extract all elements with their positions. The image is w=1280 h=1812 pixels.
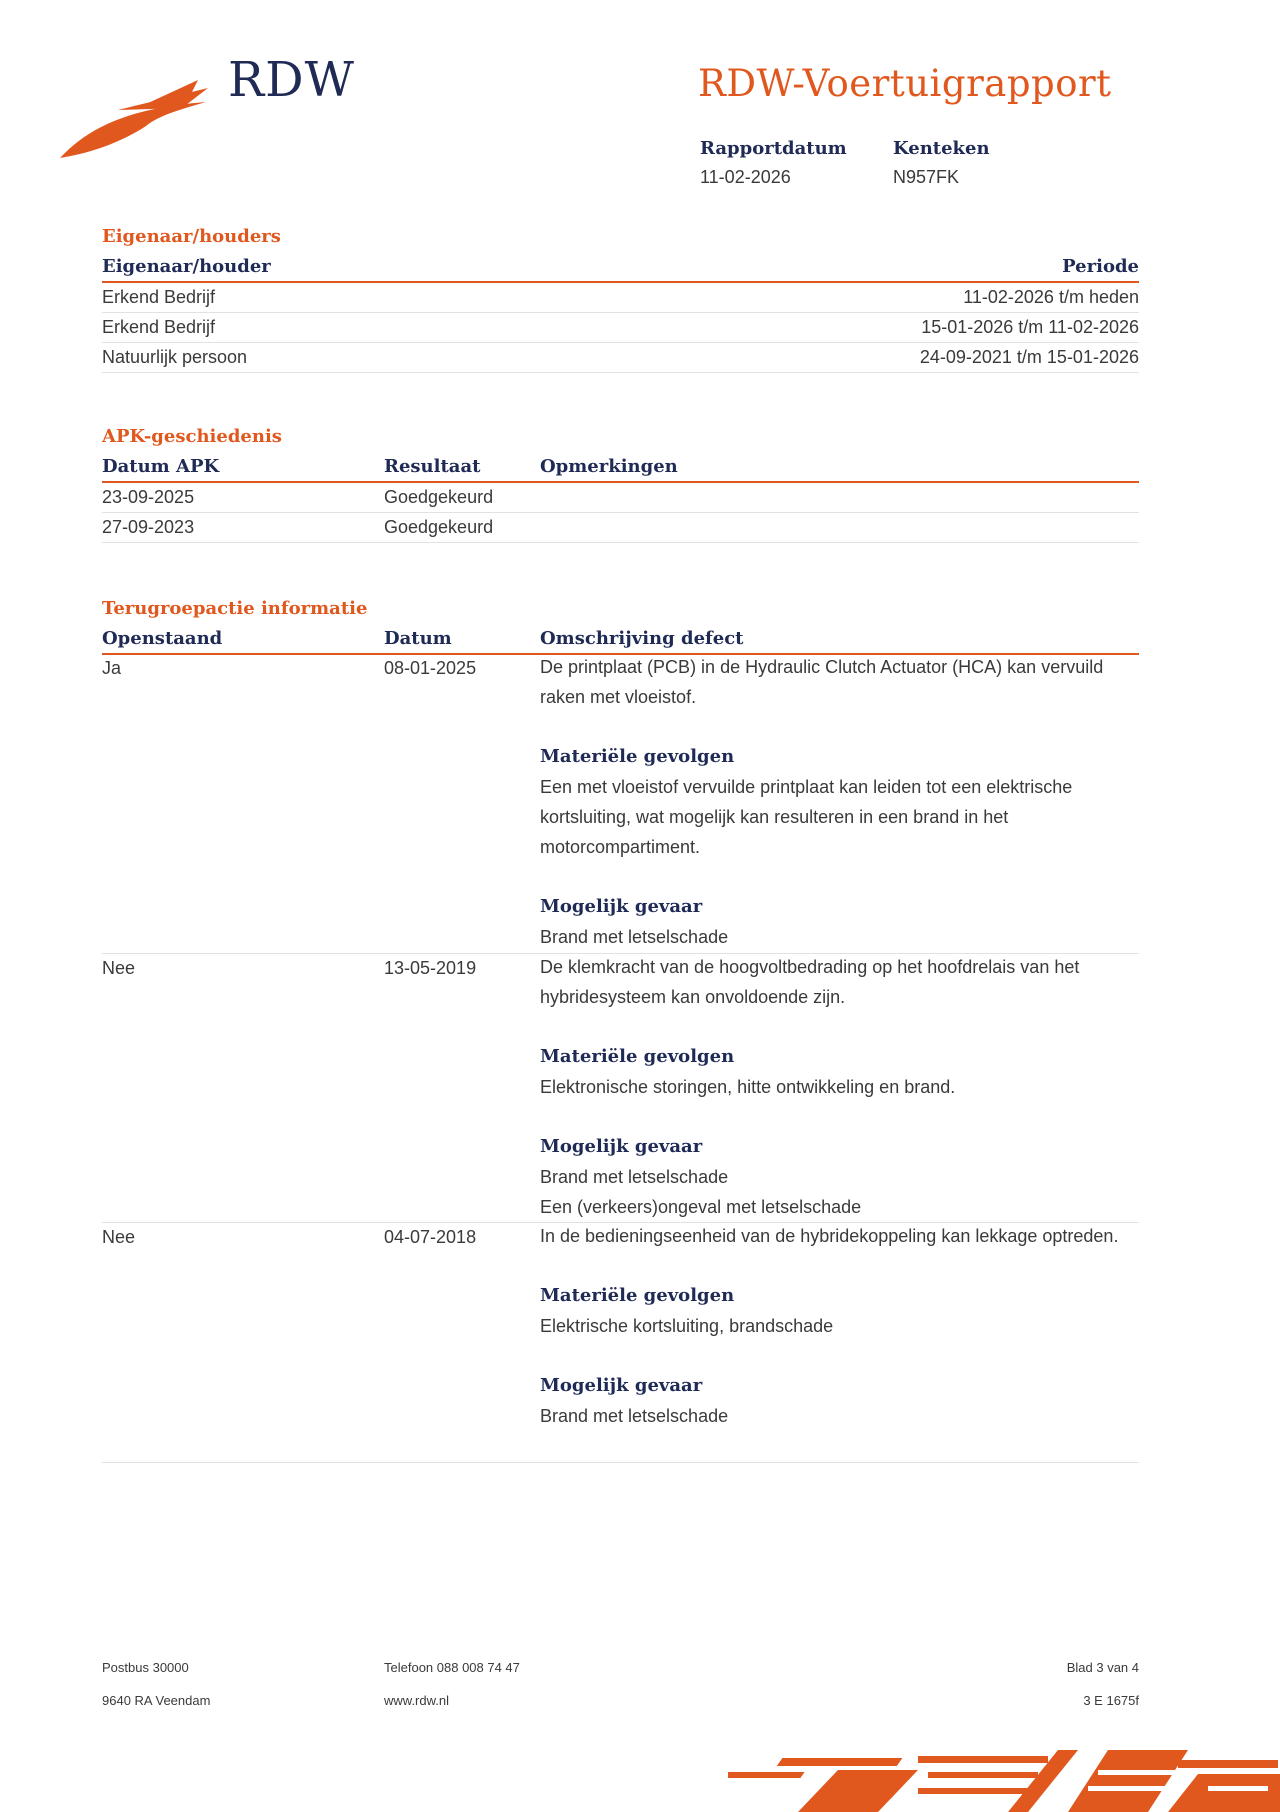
material-consequences-text: Een met vloeistof vervuilde printplaat kan leiden tot een elektrische kortsluiting, wat mogelijk kan resulteren in een brand in het motorcompartiment.	[540, 777, 1073, 857]
material-consequences-label: Materiële gevolgen	[540, 746, 735, 767]
apk-result-cell: Goedgekeurd	[384, 487, 494, 507]
recall-open-cell: Nee	[102, 958, 136, 978]
period-cell: 24-09-2021 t/m 15-01-2026	[919, 347, 1139, 367]
footer-address-2: 9640 RA Veendam	[102, 1693, 211, 1708]
defect-description: In de bedieningseenheid van de hybridekoppeling kan lekkage optreden.	[540, 1226, 1119, 1246]
material-consequences-label: Materiële gevolgen	[540, 1046, 735, 1067]
apk-col-date: Datum APK	[102, 456, 220, 477]
possible-danger-text: Brand met letselschade	[540, 1167, 729, 1187]
table-row	[102, 283, 1139, 313]
plate-label: Kenteken	[893, 138, 990, 159]
apk-section-title: APK-geschiedenis	[102, 426, 282, 447]
recall-date-cell: 04-07-2018	[384, 1227, 477, 1247]
footer-doc-code: 3 E 1675f	[1083, 1693, 1139, 1708]
recall-col-date: Datum	[384, 628, 452, 649]
recall-open-cell: Nee	[102, 1227, 136, 1247]
recall-defect-cell	[540, 952, 1130, 1222]
recall-section-title: Terugroepactie informatie	[102, 598, 368, 619]
possible-danger-text: Een (verkeers)ongeval met letselschade	[540, 1197, 862, 1217]
recall-table-header	[102, 624, 1139, 655]
apk-table	[102, 452, 1139, 543]
material-consequences-text: Elektronische storingen, hitte ontwikkeling en brand.	[540, 1077, 956, 1097]
period-cell: 15-01-2026 t/m 11-02-2026	[921, 317, 1139, 337]
owner-cell: Erkend Bedrijf	[102, 287, 216, 307]
material-consequences-label: Materiële gevolgen	[540, 1285, 735, 1306]
owner-cell: Natuurlijk persoon	[102, 347, 248, 367]
apk-col-remarks: Opmerkingen	[540, 456, 678, 477]
recall-col-defect: Omschrijving defect	[540, 628, 744, 649]
footer-address-1: Postbus 30000	[102, 1660, 189, 1675]
apk-date-cell: 23-09-2025	[102, 487, 195, 507]
possible-danger-label: Mogelijk gevaar	[540, 896, 703, 917]
owners-col-owner: Eigenaar/houder	[102, 256, 271, 277]
possible-danger-label: Mogelijk gevaar	[540, 1136, 703, 1157]
apk-table-header	[102, 452, 1139, 483]
table-row	[102, 483, 1139, 513]
report-date-label: Rapportdatum	[700, 138, 847, 159]
owners-table-header	[102, 252, 1139, 283]
footer-page-number: Blad 3 van 4	[1066, 1660, 1139, 1675]
recall-date-cell: 08-01-2025	[384, 658, 477, 678]
recall-defect-cell	[540, 652, 1130, 952]
table-row	[102, 1223, 1139, 1463]
apk-col-result: Resultaat	[384, 456, 481, 477]
recall-table	[102, 624, 1139, 1463]
footer-website: www.rdw.nl	[384, 1693, 450, 1708]
logo-text: RDW	[228, 52, 355, 108]
table-row	[102, 513, 1139, 543]
recall-date-cell: 13-05-2019	[384, 958, 477, 978]
period-cell: 11-02-2026 t/m heden	[963, 287, 1139, 307]
table-row	[102, 313, 1139, 343]
table-row	[102, 655, 1139, 954]
recall-col-open: Openstaand	[102, 628, 223, 649]
owners-col-period: Periode	[1062, 256, 1139, 277]
rdw-stripes-graphic-icon	[728, 1750, 1280, 1812]
footer-phone: Telefoon 088 008 74 47	[384, 1660, 520, 1675]
table-row	[102, 343, 1139, 373]
plate-value: N957FK	[893, 167, 960, 187]
report-date-value: 11-02-2026	[700, 167, 791, 187]
rdw-logo-icon	[58, 80, 208, 160]
defect-description: De printplaat (PCB) in de Hydraulic Clutch Actuator (HCA) kan vervuild raken met vloeistof.	[540, 657, 1104, 707]
possible-danger-text: Brand met letselschade	[540, 927, 729, 947]
apk-result-cell: Goedgekeurd	[384, 517, 494, 537]
defect-description: De klemkracht van de hoogvoltbedrading op het hoofdrelais van het hybridesysteem kan onvoldoende zijn.	[540, 957, 1080, 1007]
page-title: RDW-Voertuigrapport	[698, 62, 1112, 105]
recall-defect-cell	[540, 1221, 1130, 1431]
table-row	[102, 954, 1139, 1223]
material-consequences-text: Elektrische kortsluiting, brandschade	[540, 1316, 834, 1336]
possible-danger-text: Brand met letselschade	[540, 1406, 729, 1426]
owner-cell: Erkend Bedrijf	[102, 317, 216, 337]
possible-danger-label: Mogelijk gevaar	[540, 1375, 703, 1396]
owners-section-title: Eigenaar/houders	[102, 226, 281, 247]
apk-date-cell: 27-09-2023	[102, 517, 195, 537]
owners-table	[102, 252, 1139, 373]
recall-open-cell: Ja	[102, 658, 122, 678]
